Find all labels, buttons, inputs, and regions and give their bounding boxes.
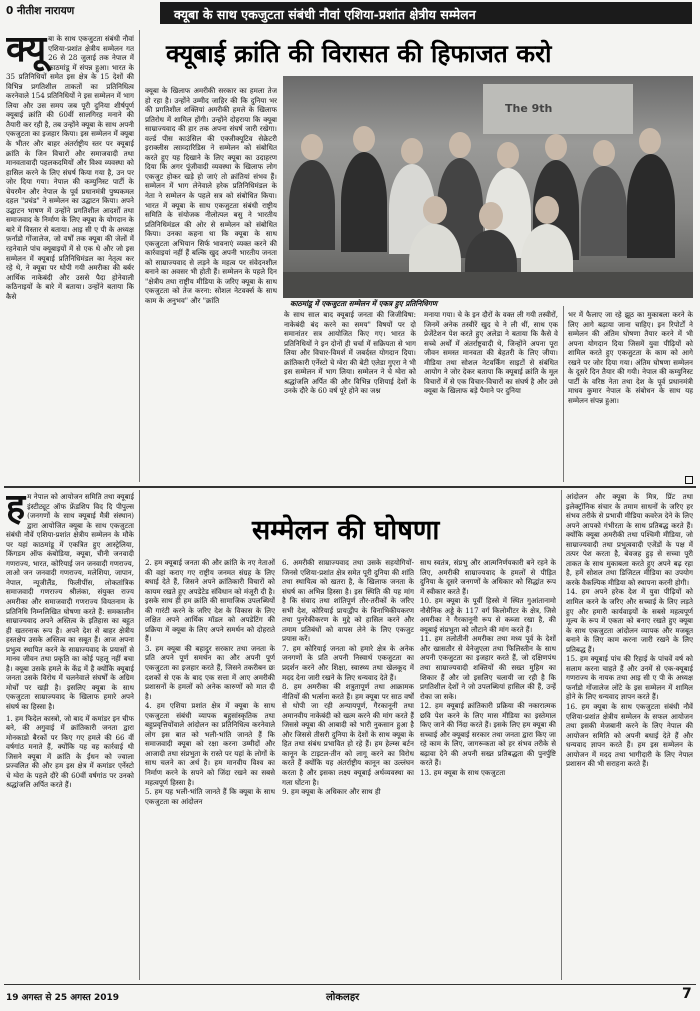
article2-column-2 bbox=[145, 558, 275, 978]
declaration-item: 10. हम क्यूबा के पूर्वी हिस्से में स्थित गुआंतानामो नौसैनिक अड्डे के 117 वर्ग किलोमीटर के क्षेत्र, जिसे अमरीका ने गैरकानूनी रूप से कब्जा रखा है, की क्यूबाई संप्रभुता को लौटाने की मांग करते हैं। bbox=[420, 596, 556, 634]
end-mark-icon bbox=[685, 476, 693, 484]
article2-intro-text: म नेपाल को आयोजन समिति तथा क्यूबाई इंस्टीट्यूट ऑफ फ्रेंडशिप विद दि पीपुल्स (जनगणों के साथ क्यूबाई मैत्री संस्थान) द्वारा आयोजित क्यूबा के साथ एकजुटता संबंधी नौवें एशिया-प्रशांत क्षेत्रीय सम्मेलन के मौके पर यहां काठमांडू में एकत्रित हुए आस्ट्रेलिया, किंगडम ऑफ कंबोडिया, क्यूबा, चीनी जनवादी गणराज्य, भारत, कोरियाई जन जनवादी गणराज्य, लाओ जन जनवादी गणराज्य, मलेशिया, जापान, नेपाल, न्यूजीलैंड, फिलीपींस, लोकतांत्रिक समाजवादी गणराज्य श्रीलंका, संयुक्त राज्य अमरीका और समाजवादी गणराज्य वियतनाम के प्रतिनिधि निम्नलिखित घोषणा करते हैं: समकालीन साम्राज्यवाद अपने अस्तित्व के इतिहास का बहुत ही खतरनाक रूप है। अपने देश से बाहर क्षेत्रीय हस्तक्षेप उसके अस्तित्व का सबूत हैं। आज अपना प्रभुत्व स्थापित करने के साम्राज्यवाद के प्रयासों से मानव जीवन तथा प्रकृति का कोई पहलू नहीं बचा है। क्यूबा उसके हमले के केंद्र में है क्योंकि क्यूबाई जनता उसके विरोध में चलनेवाले संघर्षों के अग्रिम मोर्चों पर खड़ी है। इसलिए क्यूबा के साथ एकजुटता साम्राज्यवाद के खिलाफ हमारे अपने संघर्ष का हिस्सा है। bbox=[6, 492, 134, 712]
declaration-item: 7. हम कोरियाई जनता को हमारे क्षेत्र के अनेक जनगणों के प्रति अपनी निस्वार्थ एकजुटता का प्रदर्शन करने और शिक्षा, स्वास्थ्य तथा खेलकूद में मदद देना जारी रखने के लिए धन्यवाद देते हैं। bbox=[282, 643, 414, 682]
delegates-photo bbox=[283, 76, 693, 298]
declaration-item: 11. हम तलोतीनी अमरीका तथा मध्य पूर्व के देशों और खासतौर से वेनेजुएला तथा फिलिस्तीन के साथ अपनी एकजुटता का इजहार करते हैं, जो दक्षिणपंथ तथा साम्राज्यवादी शक्तियों की सख्त मुहिम का शिकार हैं और जो इसलिए चलायी जा रही है कि प्रगतिशील देशों ने जो उपलब्धियां हासिल की हैं, उन्हें रोका जा सके। bbox=[420, 634, 556, 701]
declaration-item: 16. हम क्यूबा के साथ एकजुटता संबंधी नौवें एशिया-प्रशांत क्षेत्रीय सम्मेलन के सफल आयोजन तथा इसकी मेजबानी करने के लिए नेपाल की आयोजन समिति को अपनी बधाई देते हैं और धन्यवाद ज्ञापन करते हैं। हम इस सम्मेलन के आयोजन में मदद तथा भागीदारी के लिए नेपाल प्रशासन की भी सराहना करते हैं। bbox=[566, 702, 693, 769]
article2-column-4 bbox=[420, 558, 556, 978]
declaration-item: 13. हम क्यूबा के साथ एकजुटता bbox=[420, 768, 506, 778]
article1-col2-text: क्यूबा के खिलाफ अमरीकी सरकार का हमला तेज हो रहा है। उन्होंने उम्मीद जाहिर की कि दुनिया भर की प्रगतिशील शक्तियां अमरीकी हमले के खिलाफ प्रतिरोध में शामिल होंगी। उन्होंने दोहराया कि क्यूबा साम्राज्यवाद की हार तक अपना संघर्ष जारी रखेगा। वर्ल्ड पीस काउंसिल की एक्जीक्यूटिव सेक्रेटरी इराक्लीस त्साव्दारिडिस ने सम्मेलन को संबोधित करते हुए यह दिखाने के लिए क्यूबा का उदाहरण दिया कि अगर पूंजीवादी व्यवस्था के खिलाफ लोग एकजुट होकर खड़े हो जाएं तो क्रांतियां संभव हैं। सम्मेलन में भाग लेनेवाले हरेक प्रतिनिधिमंडल के नेता ने सम्मेलन के पहले सत्र को संबोधित किया। भारत में क्यूबा के साथ एकजुटता संबंधी राष्ट्रीय समिति के संयोजक नीलोत्पल बसु ने भारतीय प्रतिनिधिमंडल की ओर से सम्मेलन को संबोधित किया। उनका कहना था कि क्यूबा के साथ एकजुटता अभियान सिर्फ भावनाएं व्यक्त करने की कार्रवाइयां नहीं हैं बल्कि खुद अपनी भारतीय जनता को साम्राज्यवाद से लड़ने के महत्व पर संवेदनशील बनाने का अवसर भी होती हैं। सम्मेलन के पहले दिन "क्षेत्रीय तथा राष्ट्रीय मीडिया के जरिए क्यूबा के साथ एकजुटता को तेज करना: सोशल नेटवर्क्स के साथ काम के अनुभव" और "क्रांति bbox=[145, 86, 277, 306]
declaration-item: 5. हम यह भली-भांति जानते हैं कि क्यूबा के साथ एकजुटता का आंदोलन bbox=[145, 787, 275, 806]
article1-column-4 bbox=[424, 310, 558, 482]
article1-col4-text: मनाया गया। चे के इन दौरों के वक्त ली गयी तस्वीरों, जिनमें अनेक तस्वीरें खुद चे ने ली थीं, साथ एक प्रेजेंटेशन पेश करते हुए अलेडा ने बताया कि कैसे वे सच्चे अर्थों में अंतर्राष्ट्रवादी थे, जिन्होंने अपना पूरा जीवन समस्त मानवता की बेहतरी के लिए जीया। मीडिया तथा सोशल नेटवर्किंग साइटों से संबंधित आयोग ने जोर देकर बताया कि क्यूबाई क्रांति के मूल विचारों में से एक विचार-विचारों का संघर्ष है और उसे क्यूबा के खिलाफ बड़े पैमाने पर दुनिया bbox=[424, 310, 558, 396]
event-banner-text: क्यूबा के साथ एकजुटता संबंधी नौवां एशिया-प्रशांत क्षेत्रीय सम्मेलन bbox=[174, 7, 476, 22]
photo-caption: काठमांडू में एकजुटता सम्मेलन में एकत्र हुए प्रतिनिधिगण bbox=[290, 299, 438, 308]
declaration-item: 4. हम एशिया प्रशांत क्षेत्र में क्यूबा के साथ एकजुटता संबंधी व्यापक बहुसांस्कृतिक तथा बहुप्रवृत्तियोंवाले आंदोलन का प्रतिनिधित्व करनेवाले लोग इस बात को भली-भांति जानते हैं कि समाजवादी क्यूबा को रक्षा करना उम्मीदों और आजादी तथा संप्रभुता के रास्ते पर यहां के लोगों के साथ चलने का अर्थ है। हम मानवीय विश्व का निर्माण करने के सपने को जिंदा रखने का सबसे महत्वपूर्ण हिस्सा है। bbox=[145, 701, 275, 787]
declaration-item: 15. हम क्यूबाई पांच की रिहाई के पांचवें वर्ष को सलाम करना चाहते हैं और उनमें से एक-क्यूबाई गणराज्य के नायक तथा आइ सी ए पी के अध्यक्ष फर्नांडो गोंजालेज लोंटे के इस सम्मेलन में शामिल होने के लिए धन्यवाद ज्ञापन करते हैं। bbox=[566, 654, 693, 702]
article1-col1-text: बा के साथ एकजुटता संबंधी नौवां एशिया-प्रशांत क्षेत्रीय सम्मेलन गत 26 से 28 जुलाई तक नेपाल में काठमांडू में संपन्न हुआ। भारत के 35 प्रतिनिधियों समेत इस क्षेत्र के 15 देशों की विभिन्न प्रगतिशील ताकतों का प्रतिनिधित्व करनेवाले 154 प्रतिनिधियों ने इस सम्मेलन में भाग लिया और उस समय जब पूरी दुनिया शीर्षपूर्ण क्यूबाई क्रांति की 60वीं सालगिरह मनाने की तैयारी कर रही है, तब उन्होंने क्यूबा के साथ अपनी एकजुटता का इजहार किया। इस सम्मेलन में क्यूबा के भीतर और बाहर अंतर्राष्ट्रीय स्तर पर क्यूबाई क्रांति के जिन विचारों और समाजवादी तथा मानवतावादी पहलकदमियों और विश्व व्यवस्था को हासिल करने के लिए संघर्ष किया गया है, उन पर जोर दिया गया। नेपाल की कम्युनिस्ट पार्टी के चेयरमैन और नेपाल के पूर्व प्रधानमंत्री पुष्पकमल दहल "प्रचंड" ने सम्मेलन का उद्घाटन किया। अपने उद्घाटन भाषण में उन्होंने प्रगतिशील आदर्शों तथा समाजवाद के निर्माण के लिए क्यूबा के योगदान के बारे में विस्तार से बताया। आइ सी ए पी के अध्यक्ष फ़र्नांडो गोंजालेज, जो वर्षों तक क्यूबा की जेलों में रहनेवाले पांच क्यूबाइयों में से एक थे और जो इस सम्मेलन में क्यूबाई प्रतिनिधिमंडल का नेतृत्व कर रहे थे, ने क्यूबा पर थोपी गयी अमरीका की बर्बर आर्थिक नाकेबंदी और उससे पैदा होनेवाली कठिनाइयों के बारे में बताया। उन्होंने बताया कि कैसे bbox=[6, 34, 134, 301]
declaration-item: 1. हम फिदेल कास्त्रो, जो बाद में कमांडर इन चीफ बने, की अगुवाई में क्रांतिकारी जनता द्वारा मोनकाडो बैरकों पर किए गए हमले की 66 वीं वर्षगांठ मनाते हैं, क्योंकि यह वह कार्रवाई थी जिसने क्यूबा में क्रांति के ईंधन को ज्वाला प्रज्वलित की और हम इस क्षेत्र में कमांडर एर्नेस्टो चे ग्वेरा के पहले दौरे की 60वीं वर्षगांठ पर उनको श्रद्धांजलि अर्पित करते हैं। bbox=[6, 713, 134, 790]
declaration-item: 3. हम क्यूबा की बहादुर सरकार तथा जनता के प्रति अपने पूर्ण समर्थन का और अपनी पूर्ण एकजुटता का इजहार करते हैं, जिसने तकरीबन छः दशकों से एक के बाद एक सत्ता में आए अमरीकी प्रशासनों के हमलों को अनेक कारुणों को मात दी है। bbox=[145, 643, 275, 701]
declaration-item: 12. हम क्यूबाई क्रांतिकारी प्रक्रिया की नकारात्मक छवि पेश करने के लिए मास मीडिया का इस्तेमाल किए जाने की निंदा करते हैं। इसके लिए हम क्यूबा की सच्चाई और क्यूबाई सरकार तथा जनता द्वारा किए जा रहे काम के लिए, जागरूकता को हर संभव तरीके से बढ़ावा देने की अपनी सख्त प्रतिबद्धता की पुनर्पुष्टि करते हैं। bbox=[420, 701, 556, 768]
article1-column-1 bbox=[6, 34, 134, 482]
article1-col3-text: के साथ साल बाद क्यूबाई जनता की जिजीविषा: नाकेबंदी बंद करने का समय" विषयों पर दो समानांतर सत्र आयोजित किए गए। भारत के प्रतिनिधियों ने इन दोनों ही चर्चा में सक्रियता से भाग लिया और विचार-विमर्श में जबर्दस्त योगदान दिया। क्रांतिकारी एर्नेस्टो चे ग्वेरा की बेटी एलेडा गुएरा ने भी इस सम्मेलन में भाग लिया। सम्मेलन ने चे ग्वेरा को श्रद्धांजलि अर्पित की और विभिन्न एशियाई देशों के उनके दौरे के 60 वर्ष पूरे होने का जश्न bbox=[284, 310, 416, 396]
page-number: 7 bbox=[682, 986, 692, 1002]
declaration-item: आंदोलन और क्यूबा के मित्र, प्रिंट तथा इलेक्ट्रॉनिक संचार के तमाम साधनों के जरिए हर संभव तरीके से प्रभावी मीडिया कवरेज देने के लिए अपने आपको गंभीरता के साथ प्रतिबद्ध करते हैं। क्योंकि क्यूबा अमरीकी तथा पश्चिमी मीडिया, जो साम्राज्यवादी तथा प्रभुत्ववादी एजेंडों के पक्ष में तत्पर पेश करता है, बेवजह हुड़ से सच्चा पूरी ताकत के साथ मुकाबला करते हुए अपने बढ़ रहा है, हमें सोशल तथा डिजिटल मीडिया का उपयोग करके वैकल्पिक मीडिया को स्थापना करनी होगी। bbox=[566, 492, 693, 587]
declaration-item: 8. हम अमरीका की शत्रुतापूर्ण तथा आक्रामक नीतियों की भर्त्सना करते हैं। हम क्यूबा पर साठ वर्षों से थोपी जा रही अन्यायपूर्ण, गैरकानूनी तथा अमानवीय नाकेबंदी को खत्म करने की मांग करते हैं जिससे क्यूबा की आबादी को भारी नुकसान हुआ है और जिससे तीसरी दुनिया के देशों के साथ क्यूबा के हित तथा संबंध प्रभावित हो रहे हैं। हम हेल्म्स बर्टन कानून के टाइटल-तीन को लागू करने का विरोध करते हैं क्योंकि यह अंतर्राष्ट्रीय कानून का उल्लंघन करता है और इसका लक्ष्य क्यूबाई अर्थव्यवस्था का गला घोंटना है। bbox=[282, 682, 414, 787]
photo-banner-text: The 9th bbox=[505, 102, 553, 115]
section-name: 0 नीतीश नारायण bbox=[6, 5, 75, 17]
event-banner bbox=[160, 2, 692, 24]
article1-col5-text: भर में फैलाए जा रहे झूठ का मुकाबला करने के लिए आगे बढ़ाया जाना चाहिए। इन रिपोर्टों ने सम्मेलन की अंतिम घोषणा तैयार करने में भी अपना योगदान दिया जिसमें युवा पीढ़ियों को शामिल करते हुए एकजुटता के काम को आगे रखने पर जोर दिया गया। अंतिम घोषणा सम्मेलन के दूसरे दिन तैयार की गयी। नेपाल की कम्युनिस्ट पार्टी के वरिष्ठ नेता तथा देश के पूर्व प्रधानमंत्री माधव कुमार नेपाल के संबोधन के साथ यह सम्मेलन संपन्न हुआ। bbox=[568, 310, 693, 405]
declaration-item: 9. हम क्यूबा के अधिकार और साथ ही bbox=[282, 787, 381, 797]
declaration-item: 14. हम अपने हरेक देश में युवा पीढ़ियों को शामिल करने के जरिए और सच्चाई के लिए लड़ते हुए और हमारी कार्यवाइयों के सबसे महत्वपूर्ण मूल्य के रूप में एकता को बनाए रखते हुए क्यूबा के साथ एकजुटता आंदोलन व्यापक और मजबूत बनाने के लिए काम करना जारी रखने के लिए प्रतिबद्ध हैं। bbox=[566, 587, 693, 654]
article2-column-1 bbox=[6, 492, 134, 978]
article2-column-3 bbox=[282, 558, 414, 978]
article1-column-2 bbox=[145, 86, 277, 482]
declaration-item: साथ स्वतंत्र, संप्रभु और आत्मनिर्णयकारी बने रहने के लिए, अमरीकी साम्राज्यवाद के हमलों से पीड़ित दुनिया के दूसरे जनगणों के अधिकार को सिद्धांत रूप में स्वीकार करते हैं। bbox=[420, 558, 556, 596]
declaration-item: 6. अमरीकी साम्राज्यवाद तथा उसके सहयोगियों-जिनसे एशिया-प्रशांत क्षेत्र समेत पूरी दुनिया की शांति तथा स्थायित्व को खतरा है, के खिलाफ जनता के संघर्ष का अभिन्न हिस्सा है। इस स्थिति की यह मांग है कि संवाद तथा शांतिपूर्ण तौर-तरीकों के जरिए सभी देश, कोरियाई प्रायःद्वीप के विनाभिकीयकरण तथा पुनरेकीकरण के मुद्दे को हासिल करने और तमाम प्रतिबंधों को वापस लेने के लिए एकजुट प्रयास करें। bbox=[282, 558, 414, 644]
issue-date: 19 अगस्त से 25 अगस्त 2019 bbox=[6, 993, 119, 1003]
article2-headline: सम्मेलन की घोषणा bbox=[252, 515, 440, 546]
article2-dropcap: ह bbox=[6, 492, 26, 528]
article1-dropcap: क्यू bbox=[6, 34, 47, 70]
article1-column-3 bbox=[284, 310, 416, 482]
article1-headline: क्यूबाई क्रांति की विरासत की हिफाजत करो bbox=[166, 39, 552, 68]
declaration-item: 2. हम क्यूबाई जनता की और क्रांति के नए नेताओं की वहां कराए गए राष्ट्रीय जनमत संग्रह के लिए बधाई देते हैं, जिसने अपने क्रांतिकारी विचारों को कायम रखते हुए अपडेटेड संविधान को मंजूरी दी है। इसके साथ ही हम क्रांति की सामाजिक उपलब्धियों की गारंटी करने के जरिए देश के विकास के लिए लक्षित अपने आर्थिक मॉडल को अपडेटिंग की प्रक्रिया में क्यूबा के लिए अपने समर्थन को दोहराते हैं। bbox=[145, 558, 275, 644]
article1-column-5 bbox=[568, 310, 693, 482]
article2-column-5 bbox=[566, 492, 693, 978]
publication-name: लोकलहर bbox=[326, 992, 360, 1003]
